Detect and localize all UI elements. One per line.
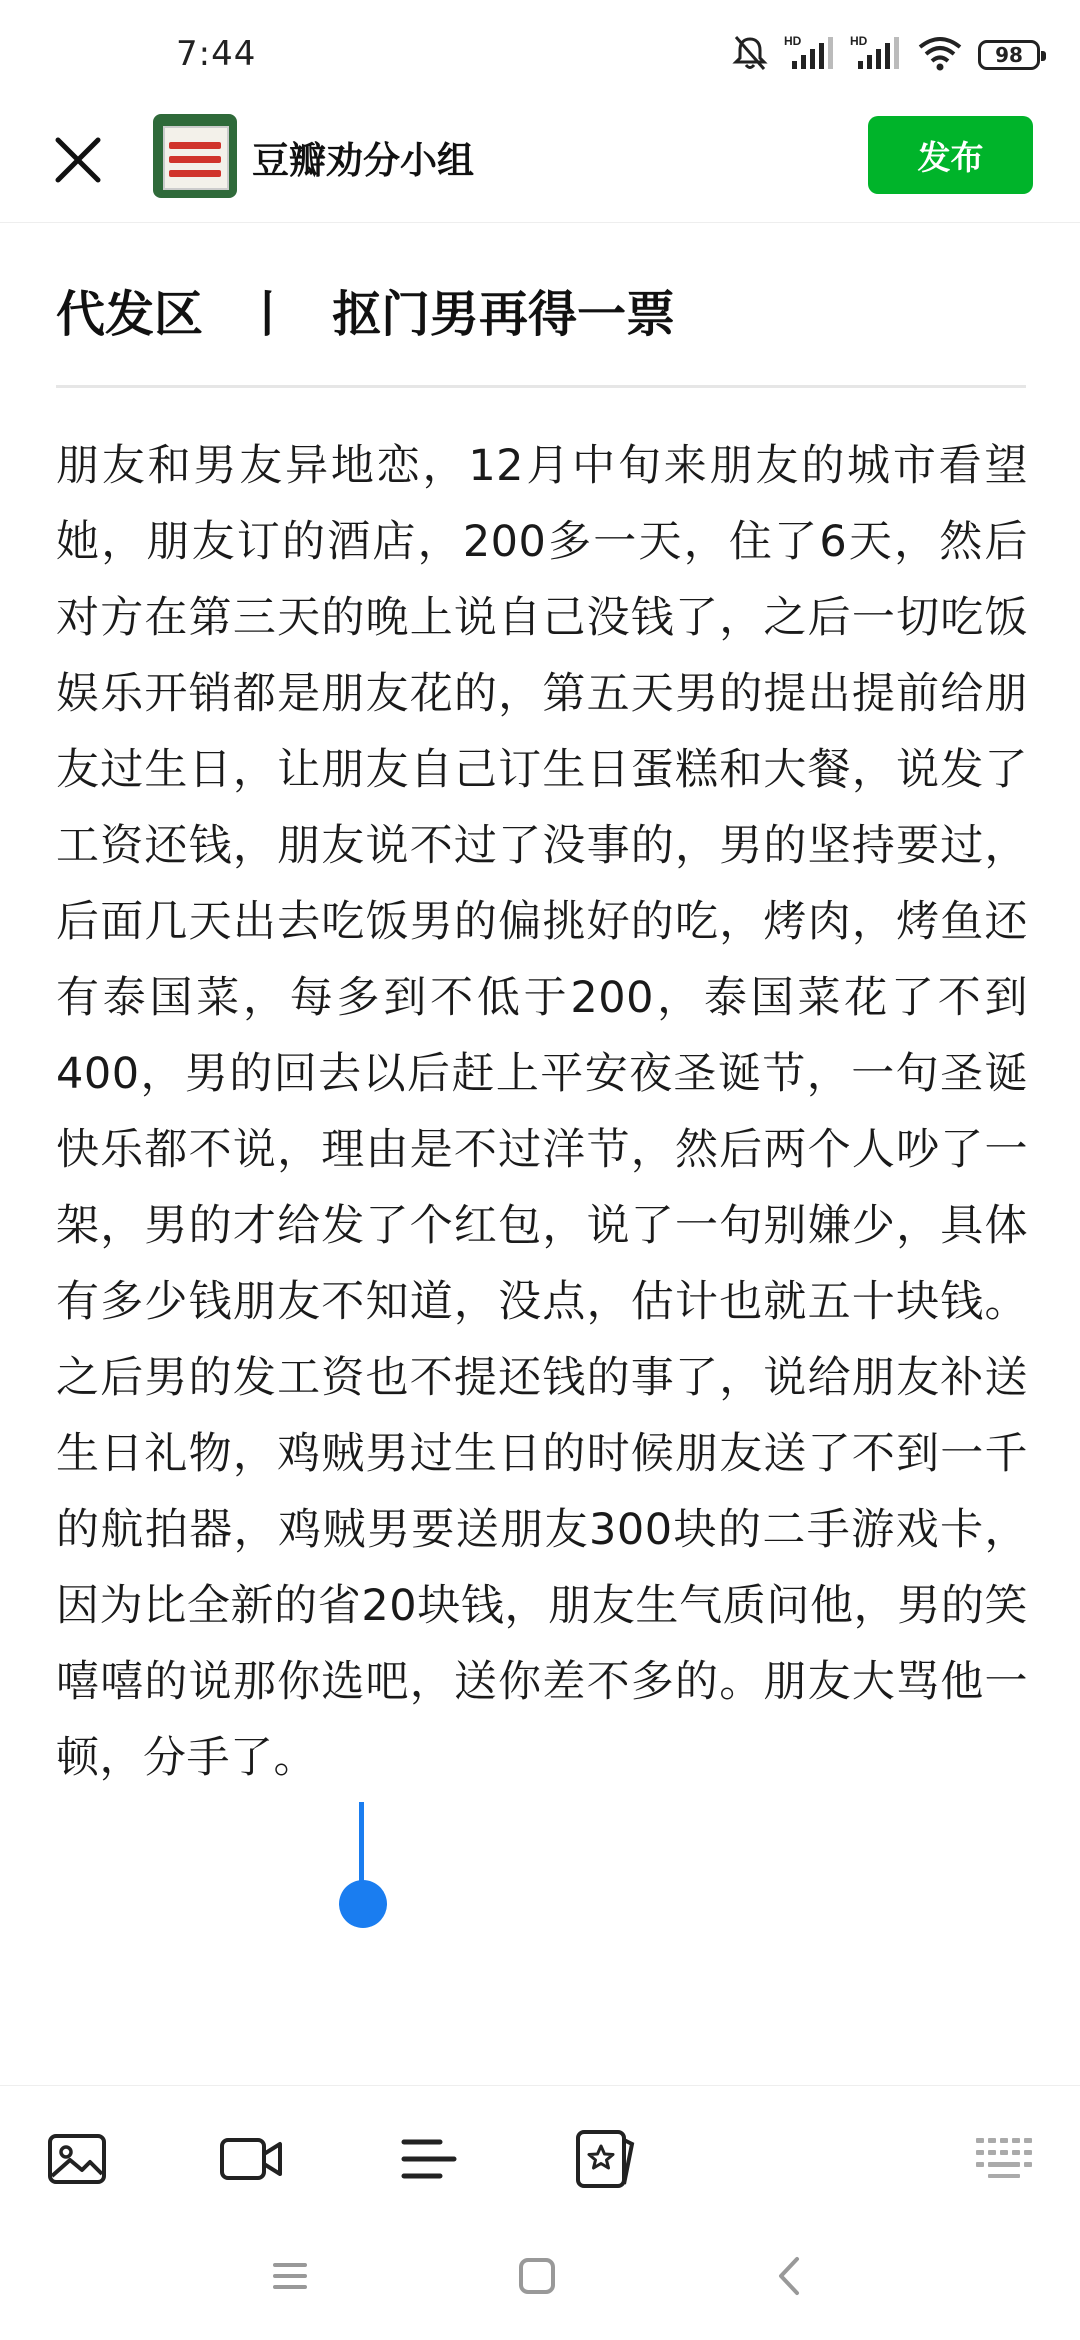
hd-signal-icon xyxy=(784,33,836,77)
back-button[interactable] xyxy=(765,2251,815,2301)
image-icon xyxy=(44,2126,110,2192)
status-icons xyxy=(730,30,1040,80)
insert-image-button[interactable] xyxy=(44,2126,110,2192)
hd-signal-icon xyxy=(850,33,902,77)
sticker-button[interactable] xyxy=(572,2126,638,2192)
insert-video-button[interactable] xyxy=(218,2126,284,2192)
sticker-icon xyxy=(572,2126,638,2192)
cursor-handle[interactable] xyxy=(339,1880,387,1928)
post-title: 抠门男再得一票 xyxy=(332,286,676,343)
text-cursor xyxy=(359,1802,364,1882)
back-chevron-icon xyxy=(765,2251,815,2301)
editor-toolbar xyxy=(0,2085,1080,2216)
title-separator: 丨 xyxy=(243,286,293,343)
post-body-editor[interactable]: 朋友和男友异地恋，12月中旬来朋友的城市看望她，朋友订的酒店，200多一天，住了6天，然后对方在第三天的晚上说自己没钱了，之后一切吃饭娱乐开销都是朋友花的，第五天男的提出提前给朋友过生日，让朋友自己订生日蛋糕和大餐，说发了工资还钱，朋友说不过了没事的，男的坚持要过，后面几天出去吃饭男的偏挑好的吃，烤肉，烤鱼还有泰国菜，每多到不低于200，泰国菜花了不到400，男的回去以后赶上平安夜圣诞节，一句圣诞快乐都不说，理由是不过洋节，然后两个人吵了一架，男的才给发了个红包，说了一句别嫌少，具体有多少钱朋友不知道，没点，估计也就五十块钱。之后男的发工资也不提还钱的事了，说给朋友补送生日礼物，鸡贼男过生日的时候朋友送了不到一千的航拍器，鸡贼男要送朋友300块的二手游戏卡，因为比全新的省20块钱，朋友生气质问他，男的笑嘻嘻的说那你选吧，送你差不多的。朋友大骂他一顿，分手了。 xyxy=(56,441,1028,1783)
post-category: 代发区 xyxy=(56,286,204,343)
wifi-icon xyxy=(916,33,964,77)
publish-button[interactable]: 发布 xyxy=(868,116,1033,194)
recent-apps-button[interactable] xyxy=(265,2251,315,2301)
post-title-row[interactable] xyxy=(56,276,675,346)
title-divider xyxy=(56,385,1026,388)
home-square-icon xyxy=(512,2251,562,2301)
system-nav-bar xyxy=(0,2215,1080,2340)
battery-icon xyxy=(978,40,1040,70)
svg-text:HD: HD xyxy=(784,34,802,48)
svg-text:HD: HD xyxy=(850,34,868,48)
status-bar xyxy=(0,0,1080,110)
mute-icon xyxy=(730,33,770,77)
header xyxy=(0,110,1080,223)
text-format-button[interactable] xyxy=(396,2126,462,2192)
battery-level: 98 xyxy=(995,43,1023,67)
status-time: 7:44 xyxy=(176,34,257,74)
home-button[interactable] xyxy=(512,2251,562,2301)
align-icon xyxy=(396,2126,462,2192)
keyboard-toggle-button[interactable] xyxy=(972,2126,1038,2192)
close-icon xyxy=(48,130,108,190)
keyboard-icon xyxy=(972,2126,1038,2192)
video-icon xyxy=(218,2126,284,2192)
group-name[interactable]: 豆瓣劝分小组 xyxy=(252,139,474,182)
menu-icon xyxy=(265,2251,315,2301)
close-button[interactable] xyxy=(48,130,108,190)
group-avatar xyxy=(153,114,237,198)
